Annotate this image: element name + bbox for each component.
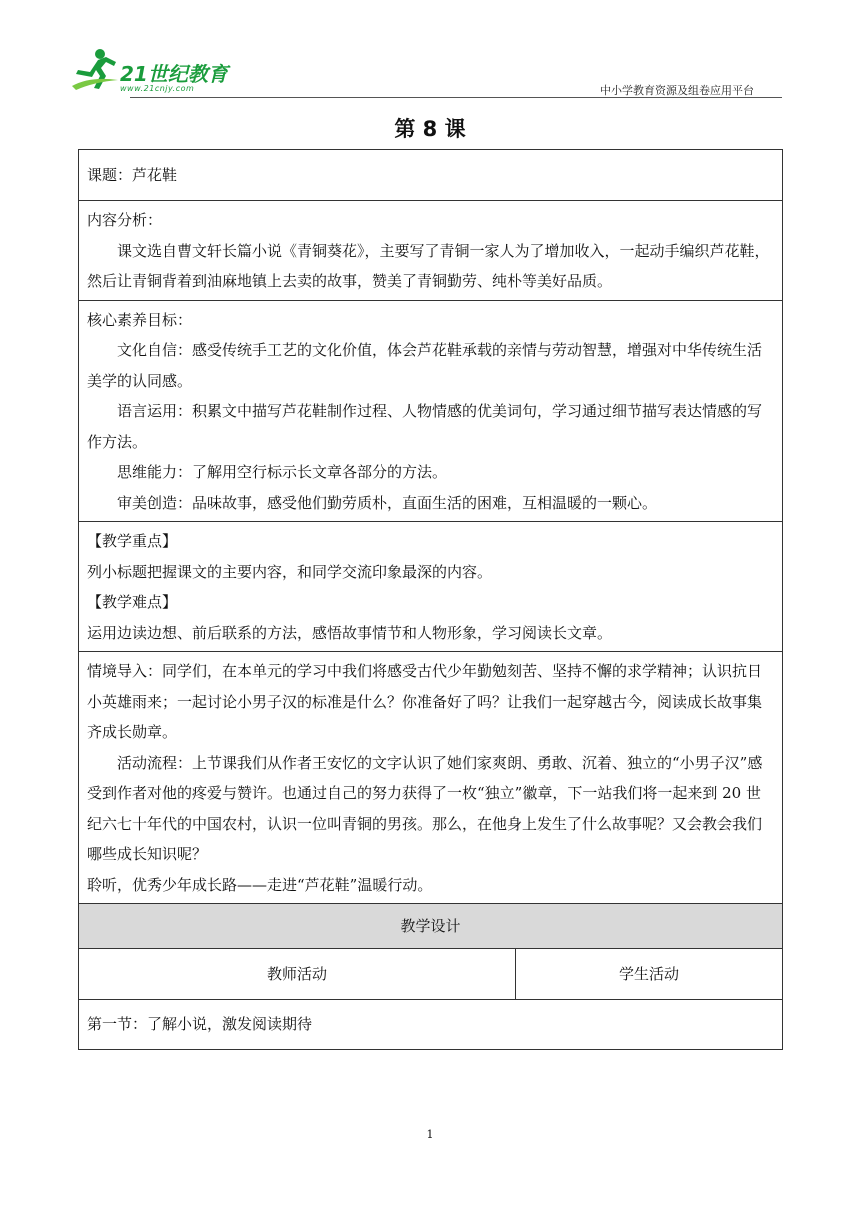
design-header-row [79, 904, 783, 949]
intro-text: 情境导入：同学们，在本单元的学习中我们将感受古代少年勤勉刻苦、坚持不懈的求学精神；认识抗日小英雄雨来；一起讨论小男子汉的标准是什么？你准备好了吗？让我们一起穿越古今，阅读成长故事集齐成长勋章。 [87, 662, 763, 741]
section1-row [79, 1000, 783, 1050]
content-analysis-cell [79, 201, 783, 301]
introduction-cell [79, 652, 783, 904]
page-number: 1 [426, 1128, 434, 1141]
content-analysis-text: 课文选自曹文轩长篇小说《青铜葵花》，主要写了青铜一家人为了增加收入，一起动手编织芦花鞋，然后让青铜背着到油麻地镇上去卖的故事，赞美了青铜勤劳、纯朴等美好品质。 [87, 241, 770, 290]
logo-url: www.21cnjy.com [120, 84, 195, 93]
goals-row [79, 300, 783, 522]
content-analysis-label: 内容分析： [87, 211, 163, 229]
page-header [70, 40, 782, 100]
student-activity-header: 学生活动 [516, 949, 783, 1000]
activity-text: 活动流程：上节课我们从作者王安忆的文字认识了她们家爽朗、勇敢、沉着、独立的“小男子汉”感受到作者对他的疼爱与赞许。也通过自己的努力获得了一枚“独立”徽章，下一站我们将一起来到 20 世纪六七十年代的中国农村，认识一位叫青铜的男孩。那么，在他身上发生了什么故事呢？又会教会我们哪些成长知识呢？ [87, 753, 763, 863]
logo [70, 46, 250, 94]
key-points-cell [79, 522, 783, 652]
teacher-activity-header: 教师活动 [79, 949, 516, 1000]
lesson-plan-table [78, 149, 783, 1050]
key-points-label: 【教学重点】 [87, 532, 178, 550]
goal-item: 思维能力：了解用空行标示长文章各部分的方法。 [117, 463, 448, 481]
goals-label: 核心素养目标： [87, 310, 193, 329]
header-divider [130, 97, 782, 98]
key-points-row [79, 522, 783, 652]
listen-text: 聆听，优秀少年成长路——走进“芦花鞋”温暖行动。 [87, 875, 433, 894]
topic-cell [79, 150, 783, 201]
column-header-row [79, 949, 783, 1000]
section1-cell: 第一节：了解小说，激发阅读期待 [79, 1000, 783, 1050]
goal-item: 文化自信：感受传统手工艺的文化价值，体会芦花鞋承载的亲情与劳动智慧，增强对中华传统生活美学的认同感。 [87, 341, 763, 390]
topic-text: 课题：芦花鞋 [87, 165, 178, 184]
goals-cell [79, 300, 783, 522]
design-header-cell: 教学设计 [79, 904, 783, 949]
topic-row [79, 150, 783, 201]
difficulty-text: 运用边读边想、前后联系的方法，感悟故事情节和人物形象，学习阅读长文章。 [87, 623, 613, 642]
platform-name: 中小学教育资源及组卷应用平台 [600, 84, 754, 97]
difficulty-label: 【教学难点】 [87, 593, 178, 611]
content-analysis-row [79, 201, 783, 301]
runner-logo-icon [70, 46, 120, 92]
logo-text: 21世纪教育 [120, 62, 228, 86]
goal-item: 语言运用：积累文中描写芦花鞋制作过程、人物情感的优美词句，学习通过细节描写表达情感的写作方法。 [87, 402, 763, 451]
lesson-title: 第 8 课 [394, 117, 466, 141]
introduction-row [79, 652, 783, 904]
goal-item: 审美创造：品味故事，感受他们勤劳质朴，直面生活的困难，互相温暖的一颗心。 [117, 493, 658, 512]
key-points-text: 列小标题把握课文的主要内容，和同学交流印象最深的内容。 [87, 562, 493, 581]
